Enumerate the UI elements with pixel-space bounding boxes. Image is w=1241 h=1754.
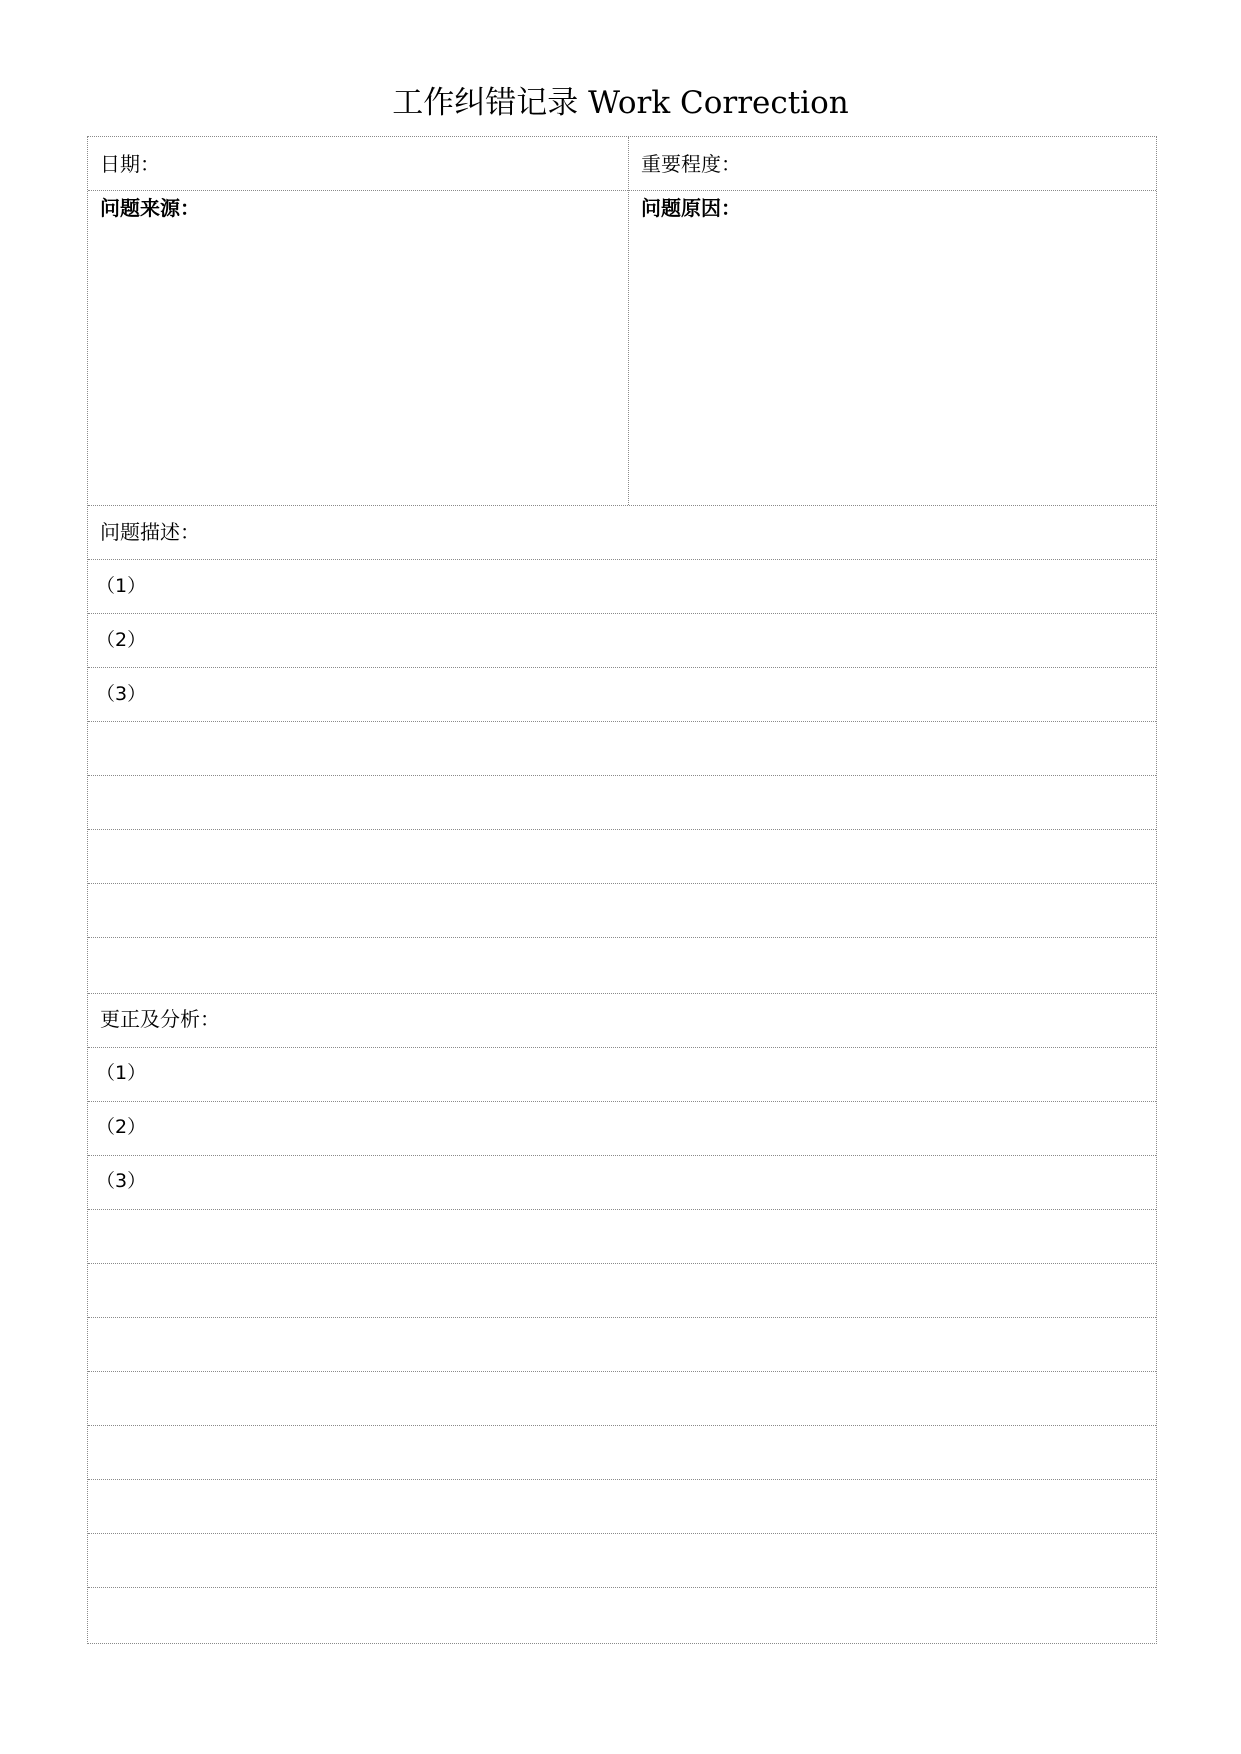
row-divider [88,1317,1156,1318]
row-divider [88,829,1156,830]
description-item-3: （3） [96,683,147,705]
correction-line-2[interactable] [148,1102,1148,1154]
row-divider [88,775,1156,776]
description-item-1: （1） [96,575,147,597]
correction-item-2: （2） [96,1116,147,1138]
document-title: 工作纠错记录 Work Correction [392,85,849,121]
description-item-2: （2） [96,629,147,651]
date-field[interactable] [168,137,623,189]
correction-line-1[interactable] [148,1048,1148,1100]
row-divider [88,1371,1156,1372]
correction-form [87,136,1157,1644]
problem-cause-field[interactable] [631,227,1153,502]
row-divider [88,993,1156,994]
date-label: 日期： [100,152,160,176]
description-line-1[interactable] [148,560,1148,612]
row-divider [88,190,1156,191]
row-divider [88,1209,1156,1210]
correction-label: 更正及分析： [100,1007,220,1031]
description-label: 问题描述： [100,520,200,544]
row-divider [88,937,1156,938]
problem-source-label: 问题来源： [100,196,200,220]
row-divider [88,721,1156,722]
importance-field[interactable] [748,137,1153,189]
row-divider [88,883,1156,884]
problem-cause-label: 问题原因： [641,196,741,220]
correction-line-3[interactable] [148,1156,1148,1208]
problem-source-field[interactable] [90,227,625,502]
row-divider [88,1587,1156,1588]
row-divider [88,1479,1156,1480]
row-divider [88,505,1156,506]
row-divider [88,1263,1156,1264]
correction-item-1: （1） [96,1062,147,1084]
description-line-2[interactable] [148,614,1148,666]
column-divider [628,137,629,505]
row-divider [88,1533,1156,1534]
correction-item-3: （3） [96,1170,147,1192]
description-line-3[interactable] [148,668,1148,720]
row-divider [88,1425,1156,1426]
importance-label: 重要程度： [641,152,741,176]
